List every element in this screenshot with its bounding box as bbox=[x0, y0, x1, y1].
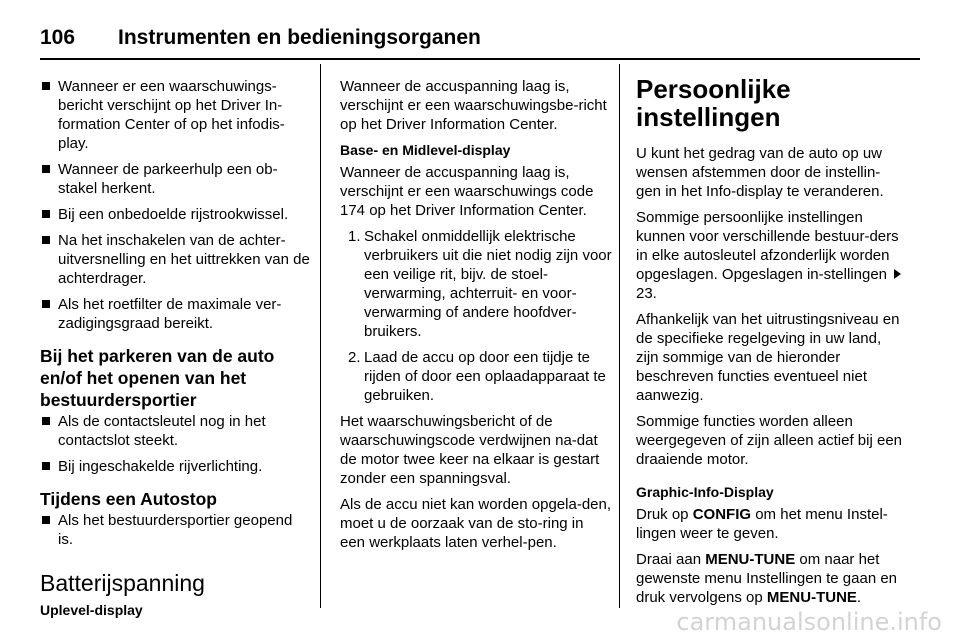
bullet-icon bbox=[42, 417, 50, 425]
section-heading-parking: Bij het parkeren van de auto en/of het openen van het bestuurdersportier bbox=[40, 346, 275, 410]
paragraph: Sommige persoonlijke instellingen kunnen voor verschillende bestuur-ders in elke autosleutel afzonderlijk worden opgeslagen. Opgeslagen in-stellingen 23. bbox=[636, 208, 904, 303]
section-heading-personal-settings: Persoonlijke instellingen bbox=[636, 74, 791, 132]
column-2 bbox=[340, 77, 612, 559]
section-heading-battery: Batterijspanning bbox=[40, 570, 205, 596]
list-item: Als het bestuurdersportier geopend is. bbox=[40, 511, 310, 549]
bullet-icon bbox=[42, 82, 50, 90]
step-number: 2. bbox=[348, 349, 361, 366]
page-reference[interactable]: 23. bbox=[636, 285, 657, 302]
bullet-icon bbox=[42, 516, 50, 524]
step-text: Laad de accu op door een tijdje te rijden of door een oplaadapparaat te gebruiken. bbox=[364, 349, 606, 404]
paragraph: Wanneer de accuspanning laag is, verschijnt er een waarschuwings code 174 op het Driver Information Center. bbox=[340, 164, 594, 219]
list-item: Bij ingeschakelde rijverlichting. bbox=[40, 457, 310, 476]
paragraph: Het waarschuwingsbericht of de waarschuwingscode verdwijnen na-dat de motor twee keer na elkaar is gestart zonder een spanningsval. bbox=[340, 413, 600, 487]
paragraph: Sommige functies worden alleen weergegeven of zijn alleen actief bij een draaiende motor. bbox=[636, 413, 903, 468]
header-rule bbox=[40, 58, 920, 60]
column-divider-2 bbox=[619, 64, 620, 608]
paragraph: Wanneer de accuspanning laag is, verschijnt er een waarschuwingsbe-richt op het Driver Information Center. bbox=[340, 78, 607, 133]
step-text: Schakel onmiddellijk elektrische verbruikers uit die niet nodig zijn voor een veilige rit, bijv. de stoel-verwarming, achterruit- en voor-verwarming of andere hoofdver-bruikers. bbox=[364, 228, 612, 340]
bullet-icon bbox=[42, 462, 50, 470]
list-item: Als het roetfilter de maximale ver-zadigingsgraad bereikt. bbox=[40, 295, 310, 333]
list-item: Na het inschakelen van de achter-uitversnelling en het uittrekken van de achterdrager. bbox=[40, 231, 310, 288]
bullet-icon bbox=[42, 210, 50, 218]
list-item: Bij een onbedoelde rijstrookwissel. bbox=[40, 205, 310, 224]
list-item bbox=[340, 348, 612, 405]
paragraph: U kunt het gedrag van de auto op uw wensen afstemmen door de instellin-gen in het Info-display te veranderen. bbox=[636, 145, 884, 200]
page-title: Instrumenten en bedieningsorganen bbox=[118, 26, 481, 49]
paragraph: Draai aan MENU-TUNE om naar het gewenste menu Instellingen te gaan en druk vervolgens op MENU-TUNE. bbox=[636, 551, 898, 606]
key-config: CONFIG bbox=[692, 506, 752, 523]
subheading-graphic-info: Graphic-Info-Display bbox=[636, 484, 774, 500]
step-number: 1. bbox=[348, 228, 361, 245]
paragraph: Als de accu niet kan worden opgela-den, moet u de oorzaak van de sto-ring in een werkplaats laten verhel-pen. bbox=[340, 496, 612, 551]
paragraph: Afhankelijk van het uitrustingsniveau en de specifieke regelgeving in uw land, zijn sommige van de hieronder beschreven functies eventueel niet aanwezig. bbox=[636, 311, 900, 404]
paragraph: Druk op CONFIG om het menu Instel-lingen weer te geven. bbox=[636, 506, 888, 542]
key-menu-tune: MENU-TUNE bbox=[766, 589, 857, 606]
column-3 bbox=[636, 62, 904, 614]
column-divider-1 bbox=[320, 64, 321, 608]
list-item: Wanneer er een waarschuwings-bericht verschijnt op het Driver In-formation Center of op het infodis-play. bbox=[40, 77, 310, 153]
watermark: carmanualsonline.info bbox=[676, 608, 942, 636]
column-1 bbox=[40, 77, 310, 623]
page-number: 106 bbox=[40, 26, 76, 49]
bullet-icon bbox=[42, 236, 50, 244]
key-menu-tune: MENU-TUNE bbox=[705, 551, 796, 568]
section-heading-autostop: Tijdens een Autostop bbox=[40, 489, 217, 509]
subheading-uplevel: Uplevel-display bbox=[40, 602, 143, 618]
list-item bbox=[340, 227, 612, 341]
page-header bbox=[40, 14, 920, 56]
page-reference-icon bbox=[894, 269, 901, 279]
list-item: Wanneer de parkeerhulp een ob-stakel herkent. bbox=[40, 160, 310, 198]
bullet-icon bbox=[42, 300, 50, 308]
list-item: Als de contactsleutel nog in het contactslot steekt. bbox=[40, 412, 310, 450]
subheading-base-midlevel: Base- en Midlevel-display bbox=[340, 142, 511, 158]
bullet-icon bbox=[42, 165, 50, 173]
